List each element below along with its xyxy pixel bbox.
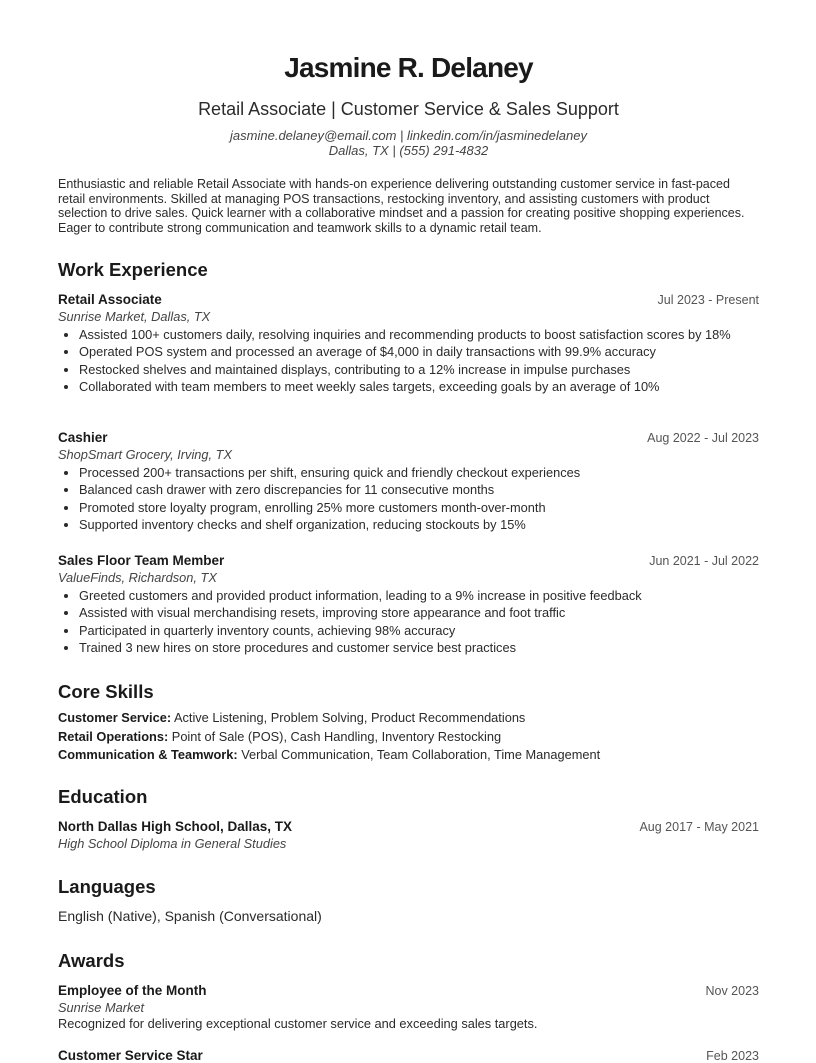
job-bullets: [58, 465, 759, 532]
skill-values: Verbal Communication, Team Collaboration, Time Management: [241, 747, 601, 763]
section-title-languages: Languages: [58, 876, 156, 897]
section-title-work-experience: Work Experience: [58, 259, 208, 280]
job-dates: Aug 2022 - Jul 2023: [647, 431, 759, 445]
candidate-name: Jasmine R. Delaney: [284, 52, 533, 83]
job-dates: Jun 2021 - Jul 2022: [649, 554, 759, 568]
section-title-core-skills: Core Skills: [58, 681, 154, 702]
award-header: [58, 983, 759, 998]
job-header: [58, 430, 759, 445]
skill-values: Point of Sale (POS), Cash Handling, Inventory Restocking: [171, 728, 502, 744]
degree: High School Diploma in General Studies: [58, 836, 287, 851]
skill-values: Active Listening, Problem Solving, Product Recommendations: [173, 710, 526, 725]
education-dates: Aug 2017 - May 2021: [639, 820, 759, 834]
job-entry: [58, 292, 759, 396]
job-title: Sales Floor Team Member: [58, 553, 225, 568]
job-bullet: • Supported inventory checks and shelf organization, reducing stockouts by 15%: [79, 517, 759, 532]
job-company: Sunrise Market, Dallas, TX: [58, 309, 211, 324]
job-bullet: • Processed 200+ transactions per shift, ensuring quick and friendly checkout experiences: [79, 465, 759, 480]
skill-row: [58, 746, 759, 765]
contact-location-phone: Dallas, TX | (555) 291-4832: [328, 143, 489, 158]
skill-category: Customer Service:: [58, 710, 172, 725]
award-date: Nov 2023: [705, 984, 759, 998]
skill-row: [58, 728, 759, 747]
award-description: Recognized for delivering exceptional customer service and exceeding sales targets.: [58, 1016, 538, 1031]
job-company: ShopSmart Grocery, Irving, TX: [58, 447, 232, 462]
job-entry: [58, 430, 759, 534]
award-entry: [58, 983, 759, 1031]
education-header: [58, 819, 759, 834]
job-dates: Jul 2023 - Present: [657, 293, 759, 307]
section-title-awards: Awards: [58, 950, 125, 971]
skill-row: [58, 709, 759, 728]
job-bullets: [58, 588, 759, 655]
job-bullet: • Participated in quarterly inventory counts, achieving 98% accuracy: [79, 623, 759, 638]
job-company: ValueFinds, Richardson, TX: [58, 570, 217, 585]
job-bullet: • Collaborated with team members to meet weekly sales targets, exceeding goals by an average of 10%: [79, 379, 759, 394]
award-name: Customer Service Star: [58, 1048, 203, 1063]
professional-summary: Enthusiastic and reliable Retail Associate with hands-on experience delivering outstanding customer service in fast-paced retail environments. Skilled at managing POS transactions, restocking inventory, and assisting customers with product selection to drive sales. Quick learner with a collaborative mindset and a passion for creating positive shopping experiences. Eager to contribute strong communication and teamwork skills to a dynamic retail team.: [58, 177, 745, 235]
job-header: [58, 292, 759, 307]
job-bullet: • Operated POS system and processed an average of $4,000 in daily transactions with 99.9% accuracy: [79, 344, 759, 359]
award-name: Employee of the Month: [58, 983, 207, 998]
award-organization: Sunrise Market: [58, 1000, 145, 1015]
job-bullet: • Greeted customers and provided product information, leading to a 9% increase in positive feedback: [79, 588, 759, 603]
job-header: [58, 553, 759, 568]
job-title: Cashier: [58, 430, 108, 445]
job-bullet: • Trained 3 new hires on store procedures and customer service best practices: [79, 640, 759, 655]
job-bullet: • Balanced cash drawer with zero discrepancies for 11 consecutive months: [79, 482, 759, 497]
job-bullets: [58, 327, 759, 394]
skills-list: [58, 709, 759, 765]
contact-email-linkedin: jasmine.delaney@email.com | linkedin.com/in/jasminedelaney: [230, 128, 587, 143]
job-bullet: • Restocked shelves and maintained displays, contributing to a 12% increase in impulse purchases: [79, 362, 759, 377]
skill-category: Communication & Teamwork:: [58, 747, 238, 763]
job-title: Retail Associate: [58, 292, 162, 307]
skill-category: Retail Operations:: [58, 728, 169, 744]
job-bullet: • Promoted store loyalty program, enrolling 25% more customers month-over-month: [79, 500, 759, 515]
school-name: North Dallas High School, Dallas, TX: [58, 819, 293, 834]
professional-headline: Retail Associate | Customer Service & Sales Support: [198, 99, 619, 119]
job-entry: [58, 553, 759, 657]
section-title-education: Education: [58, 786, 148, 807]
job-bullet: • Assisted with visual merchandising resets, improving store appearance and foot traffic: [79, 605, 759, 620]
award-date: Feb 2023: [706, 1049, 759, 1063]
job-bullet: • Assisted 100+ customers daily, resolving inquiries and recommending products to boost satisfaction scores by 18%: [79, 327, 759, 342]
languages-text: English (Native), Spanish (Conversational): [58, 908, 322, 924]
education-entry: [58, 819, 759, 851]
